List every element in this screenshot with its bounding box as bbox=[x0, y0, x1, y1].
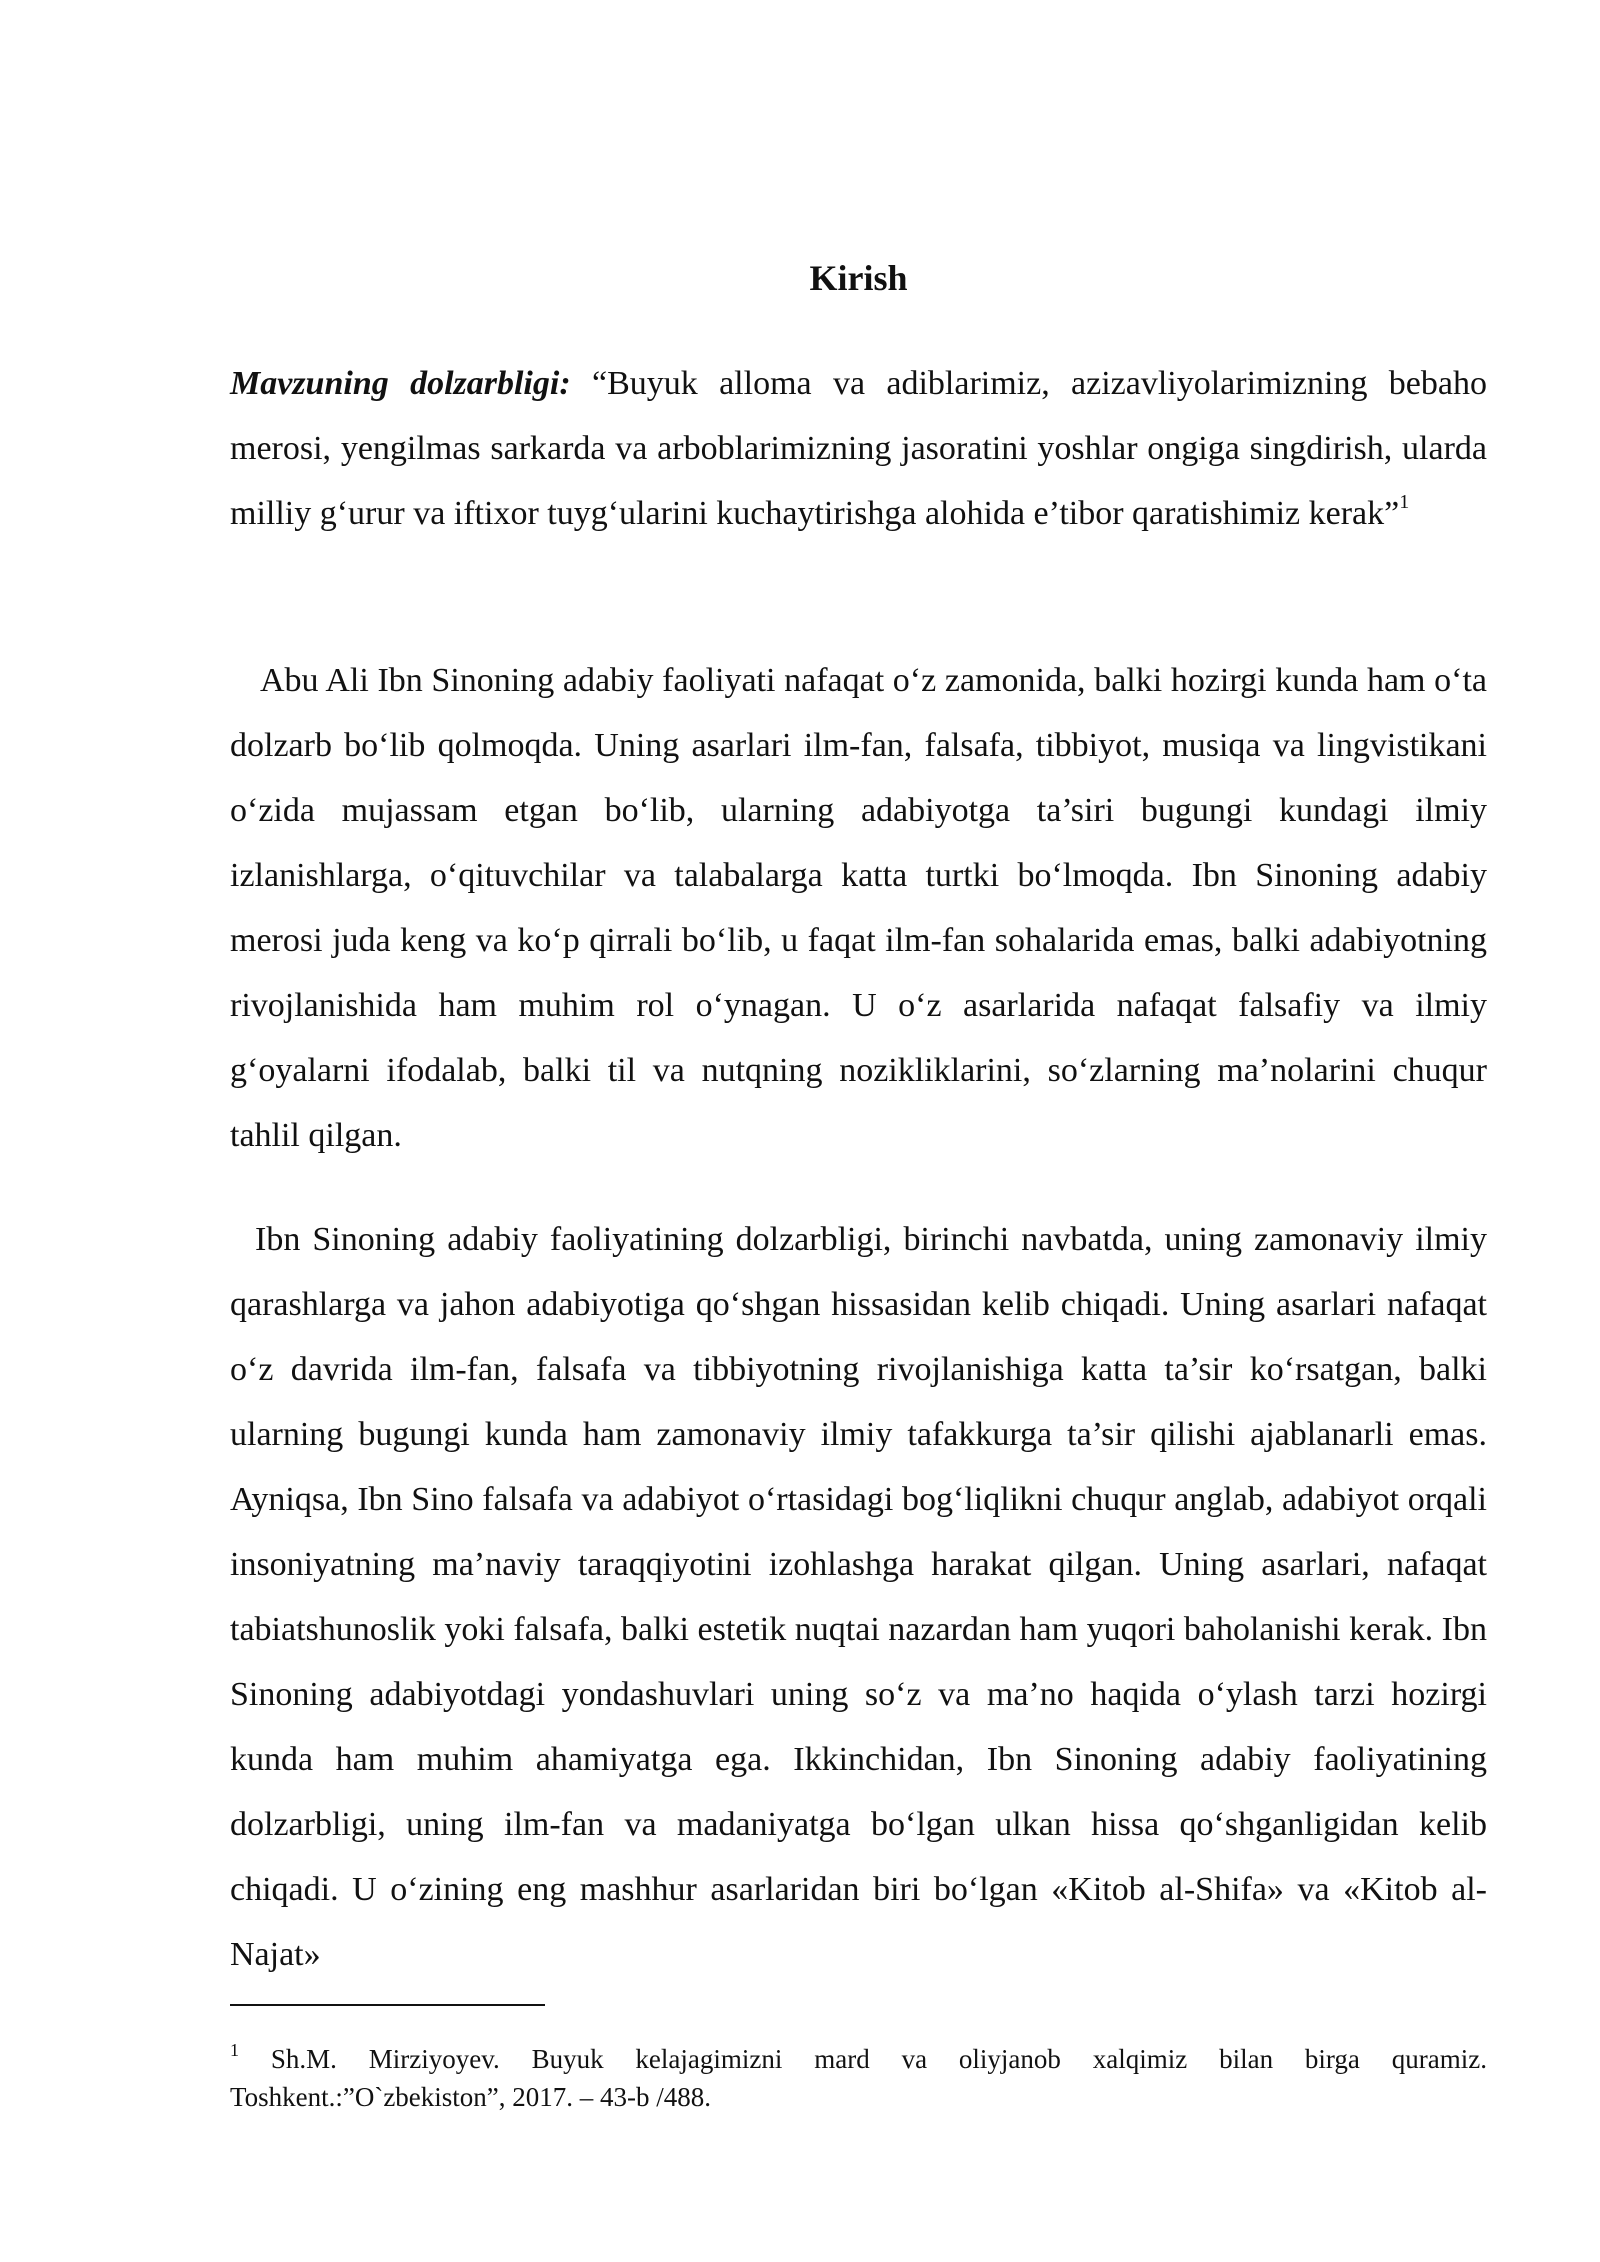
paragraph-significance: Ibn Sinoning adabiy faoliyatining dolzarbligi, birinchi navbatda, uning zamonaviy ilmiy qarashlarga va jahon adabiyotiga qo‘shgan hissasidan kelib chiqadi. Uning asarlari nafaqat o‘z davrida ilm-fan, falsafa va tibbiyotning rivojlanishiga katta ta’sir ko‘rsatgan, balki ularning bugungi kunda ham zamonaviy ilmiy tafakkurga ta’sir qilishi ajablanarli emas. Ayniqsa, Ibn Sino falsafa va adabiyot o‘rtasidagi bog‘liqlikni chuqur anglab, adabiyot orqali insoniyatning ma’naviy taraqqiyotini izohlashga harakat qilgan. Uning asarlari, nafaqat tabiatshunoslik yoki falsafa, balki estetik nuqtai nazardan ham yuqori baholanishi kerak. Ibn Sinoning adabiyotdagi yondashuvlari uning so‘z va ma’no haqida o‘ylash tarzi hozirgi kunda ham muhim ahamiyatga ega. Ikkinchidan, Ibn Sinoning adabiy faoliyatining dolzarbligi, uning ilm-fan va madaniyatga bo‘lgan ulkan hissa qo‘shganligidan kelib chiqadi. U o‘zining eng mashhur asarlaridan biri bo‘lgan «Kitob al-Shifa» va «Kitob al-Najat» bbox=[230, 1221, 1487, 1973]
footnote-text: Sh.M. Mirziyoyev. Buyuk kelajagimizni mard va oliyjanob xalqimiz bilan birga quramiz. Toshkent.:”O`zbekiston”, 2017. – 43-b /488. bbox=[230, 2044, 1487, 2112]
footnote-separator bbox=[230, 2004, 545, 2006]
footnote-reference[interactable]: 1 bbox=[1399, 491, 1410, 513]
footnote bbox=[230, 2040, 1487, 2116]
relevance-heading: Mavzuning dolzarbligi: bbox=[230, 365, 571, 402]
paragraph-relevance bbox=[230, 351, 1487, 546]
footnote-marker: 1 bbox=[230, 2040, 239, 2060]
paragraph-literary-activity: Abu Ali Ibn Sinoning adabiy faoliyati nafaqat o‘z zamonida, balki hozirgi kunda ham o‘ta dolzarb bo‘lib qolmoqda. Uning asarlari ilm-fan, falsafa, tibbiyot, musiqa va lingvistikani o‘zida mujassam etgan bo‘lib, ularning adabiyotga ta’siri bugungi kundagi ilmiy izlanishlarga, o‘qituvchilar va talabalarga katta turtki bo‘lmoqda. Ibn Sinoning adabiy merosi juda keng va ko‘p qirrali bo‘lib, u faqat ilm-fan sohalarida emas, balki adabiyotning rivojlanishida ham muhim rol o‘ynagan. U o‘z asarlarida nafaqat falsafiy va ilmiy g‘oyalarni ifodalab, balki til va nutqning nozikliklarini, so‘zlarning ma’nolarini chuqur tahlil qilgan. bbox=[230, 662, 1487, 1154]
page-title: Kirish bbox=[809, 258, 908, 298]
relevance-quote: “Buyuk alloma va adiblarimiz, azizavliyolarimizning bebaho merosi, yengilmas sarkarda va arboblarimizning jasoratini yoshlar ongiga singdirish, ularda milliy g‘urur va iftixor tuyg‘ularini kuchaytirishga alohida e’tibor qaratishimiz kerak” bbox=[230, 365, 1487, 532]
